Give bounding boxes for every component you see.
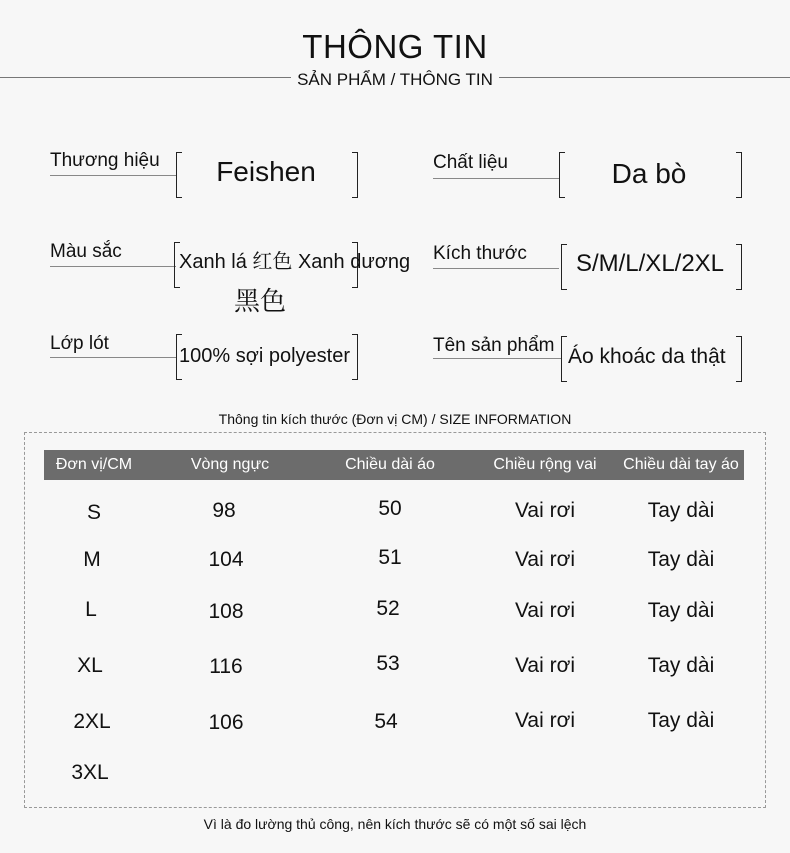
table-row-2xl-sleeve: Tay dài	[647, 709, 715, 732]
table-row-2xl-chest: 106	[208, 711, 244, 734]
material-label-line	[433, 178, 559, 179]
table-row-l-length: 52	[376, 597, 400, 620]
table-row-xl-length: 53	[376, 652, 400, 675]
table-row-xl-sleeve: Tay dài	[647, 654, 715, 677]
table-row-m-length: 51	[378, 546, 402, 569]
table-row-m-size: M	[83, 548, 101, 571]
header-length: Chiều dài áo	[345, 456, 435, 473]
brand-value: Feishen	[216, 156, 316, 187]
size-value: S/M/L/XL/2XL	[575, 250, 725, 277]
lining-value: 100% sợi polyester	[179, 345, 350, 367]
size-label-line	[433, 268, 559, 269]
table-row-s-length: 50	[378, 497, 402, 520]
table-row-s-chest: 98	[212, 499, 236, 522]
header-chest: Vòng ngực	[190, 456, 270, 473]
size-info-title: Thông tin kích thước (Đơn vị CM) / SIZE INFORMATION	[218, 411, 572, 427]
table-row-xl-size: XL	[77, 654, 103, 677]
table-row-m-shoulder: Vai rơi	[514, 548, 576, 571]
table-row-2xl-size: 2XL	[73, 710, 111, 733]
table-row-l-sleeve: Tay dài	[647, 599, 715, 622]
header-shoulder: Chiều rộng vai	[493, 456, 597, 473]
product-name-label: Tên sản phẩm	[433, 335, 555, 356]
table-row-s-size: S	[86, 501, 101, 524]
size-bracket-right	[736, 244, 742, 290]
lining-bracket-right	[352, 334, 358, 380]
header-sleeve: Chiều dài tay áo	[623, 456, 739, 473]
table-row-s-shoulder: Vai rơi	[514, 499, 576, 522]
product-name-label-line	[433, 358, 561, 359]
material-bracket-right	[736, 152, 742, 198]
header-unit: Đơn vị/CM	[55, 456, 133, 473]
table-row-l-shoulder: Vai rơi	[514, 599, 576, 622]
table-row-l-chest: 108	[208, 600, 244, 623]
brand-label-line	[50, 175, 176, 176]
color-value-line2: 黑色	[234, 286, 287, 316]
product-name-bracket-left	[561, 336, 567, 382]
table-row-xl-shoulder: Vai rơi	[514, 654, 576, 677]
table-row-2xl-length: 54	[374, 710, 398, 733]
table-row-m-sleeve: Tay dài	[647, 548, 715, 571]
table-row-s-sleeve: Tay dài	[647, 499, 715, 522]
product-name-bracket-right	[736, 336, 742, 382]
product-name-value: Áo khoác da thật	[568, 345, 726, 368]
lining-label: Lớp lót	[50, 333, 109, 354]
page-title: THÔNG TIN	[302, 28, 488, 65]
lining-label-line	[50, 357, 176, 358]
material-value: Da bò	[611, 158, 687, 189]
material-label: Chất liệu	[433, 152, 508, 173]
size-label: Kích thước	[433, 243, 527, 264]
table-row-l-size: L	[85, 598, 97, 621]
page-subtitle	[0, 70, 790, 90]
color-value-line1: Xanh lá 红色 Xanh dương	[179, 251, 411, 273]
table-row-m-chest: 104	[208, 548, 244, 571]
brand-label: Thương hiệu	[50, 150, 160, 171]
page-subtitle-text: SẢN PHẨM / THÔNG TIN	[291, 70, 499, 89]
color-label: Màu sắc	[50, 241, 122, 262]
measurement-note: Vì là đo lường thủ công, nên kích thước sẽ có một số sai lệch	[203, 816, 587, 832]
color-label-line	[50, 266, 176, 267]
table-row-3xl-size: 3XL	[71, 761, 109, 784]
brand-bracket-right	[352, 152, 358, 198]
table-row-2xl-shoulder: Vai rơi	[514, 709, 576, 732]
table-row-xl-chest: 116	[209, 655, 243, 678]
